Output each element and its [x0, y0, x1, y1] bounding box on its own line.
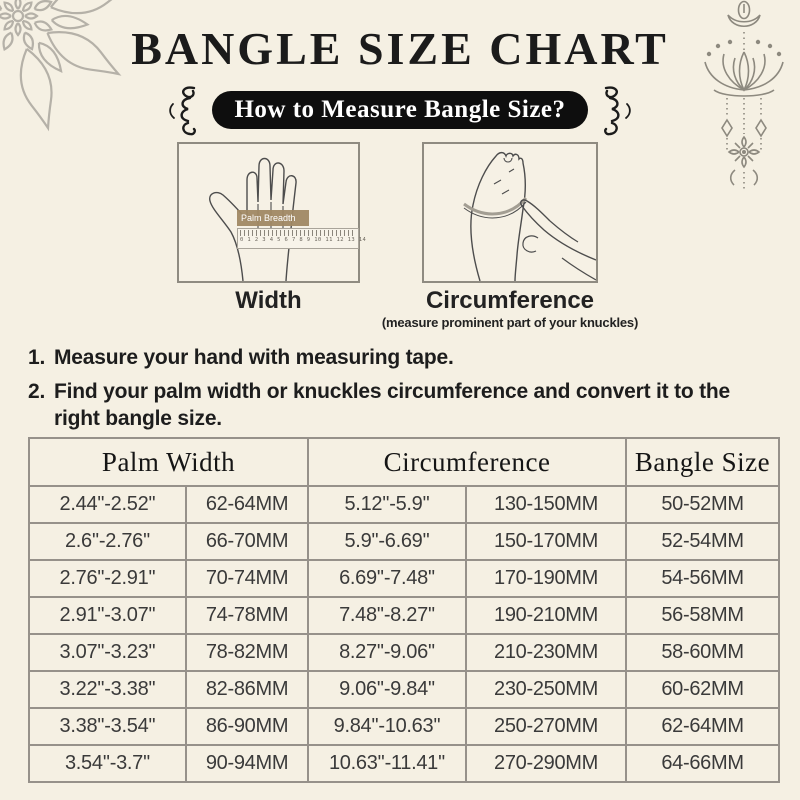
table-cell: 2.44''-2.52''	[29, 486, 186, 523]
ruler	[237, 228, 367, 249]
table-cell: 60-62MM	[626, 671, 779, 708]
table-cell: 56-58MM	[626, 597, 779, 634]
table-cell: 82-86MM	[186, 671, 308, 708]
table-cell: 5.9''-6.69''	[308, 523, 466, 560]
table-row	[29, 523, 779, 560]
table-cell: 9.06''-9.84''	[308, 671, 466, 708]
table-cell: 2.91''-3.07''	[29, 597, 186, 634]
instructions-list	[28, 344, 768, 439]
ruler-ticks-icon	[240, 230, 356, 236]
table-cell: 3.22''-3.38''	[29, 671, 186, 708]
subtitle-text: How to Measure Bangle Size?	[234, 96, 566, 123]
table-cell: 190-210MM	[466, 597, 626, 634]
table-cell: 64-66MM	[626, 745, 779, 782]
table-cell: 70-74MM	[186, 560, 308, 597]
table-cell: 2.6''-2.76''	[29, 523, 186, 560]
table-row	[29, 745, 779, 782]
width-illustration-box	[177, 142, 367, 283]
ruler-numbers: 0 1 2 3 4 5 6 7 8 9 10 11 12 13 14	[240, 237, 367, 243]
table-cell: 130-150MM	[466, 486, 626, 523]
header-palm-width: Palm Width	[29, 438, 308, 486]
table-header-row	[29, 438, 779, 486]
instruction-text: Measure your hand with measuring tape.	[54, 346, 454, 369]
subtitle-pill	[212, 91, 587, 129]
table-row	[29, 486, 779, 523]
table-cell: 6.69''-7.48''	[308, 560, 466, 597]
table-cell: 7.48''-8.27''	[308, 597, 466, 634]
table-row	[29, 597, 779, 634]
table-cell: 150-170MM	[466, 523, 626, 560]
instruction-number: 2.	[28, 380, 46, 403]
subtitle-banner	[0, 84, 800, 136]
table-cell: 52-54MM	[626, 523, 779, 560]
table-cell: 8.27''-9.06''	[308, 634, 466, 671]
table-cell: 74-78MM	[186, 597, 308, 634]
instruction-step-1	[28, 344, 768, 371]
flourish-left-icon	[166, 84, 200, 136]
header-bangle-size: Bangle Size	[626, 438, 779, 486]
bangle-size-table	[28, 437, 780, 783]
table-cell: 270-290MM	[466, 745, 626, 782]
table-cell: 210-230MM	[466, 634, 626, 671]
table-cell: 50-52MM	[626, 486, 779, 523]
table-row	[29, 671, 779, 708]
palm-breadth-tag: Palm Breadth	[237, 210, 309, 226]
table-cell: 10.63''-11.41''	[308, 745, 466, 782]
table-cell: 62-64MM	[186, 486, 308, 523]
table-cell: 66-70MM	[186, 523, 308, 560]
table-cell: 54-56MM	[626, 560, 779, 597]
instruction-step-2	[28, 378, 768, 432]
table-cell: 78-82MM	[186, 634, 308, 671]
table-row	[29, 634, 779, 671]
circumference-note: (measure prominent part of your knuckles)	[381, 315, 639, 330]
table-cell: 86-90MM	[186, 708, 308, 745]
hand-circumference-illustration-icon	[424, 144, 596, 281]
table-cell: 3.07''-3.23''	[29, 634, 186, 671]
table-cell: 5.12''-5.9''	[308, 486, 466, 523]
circumference-label: Circumference	[425, 287, 595, 314]
table-cell: 170-190MM	[466, 560, 626, 597]
circumference-caption	[360, 287, 660, 330]
circumference-illustration-box	[422, 142, 598, 283]
table-cell: 9.84''-10.63''	[308, 708, 466, 745]
table-cell: 62-64MM	[626, 708, 779, 745]
width-caption: Width	[235, 287, 302, 314]
page-title: BANGLE SIZE CHART	[131, 23, 669, 74]
header-circumference: Circumference	[308, 438, 626, 486]
instruction-text: Find your palm width or knuckles circumference and convert it to the right bangle size.	[54, 380, 731, 430]
table-cell: 250-270MM	[466, 708, 626, 745]
table-cell: 230-250MM	[466, 671, 626, 708]
table-cell: 3.54''-3.7''	[29, 745, 186, 782]
table-row	[29, 560, 779, 597]
table-cell: 58-60MM	[626, 634, 779, 671]
instruction-number: 1.	[28, 346, 46, 369]
table-cell: 3.38''-3.54''	[29, 708, 186, 745]
table-cell: 90-94MM	[186, 745, 308, 782]
table-row	[29, 708, 779, 745]
table-cell: 2.76''-2.91''	[29, 560, 186, 597]
flourish-right-icon	[600, 84, 634, 136]
